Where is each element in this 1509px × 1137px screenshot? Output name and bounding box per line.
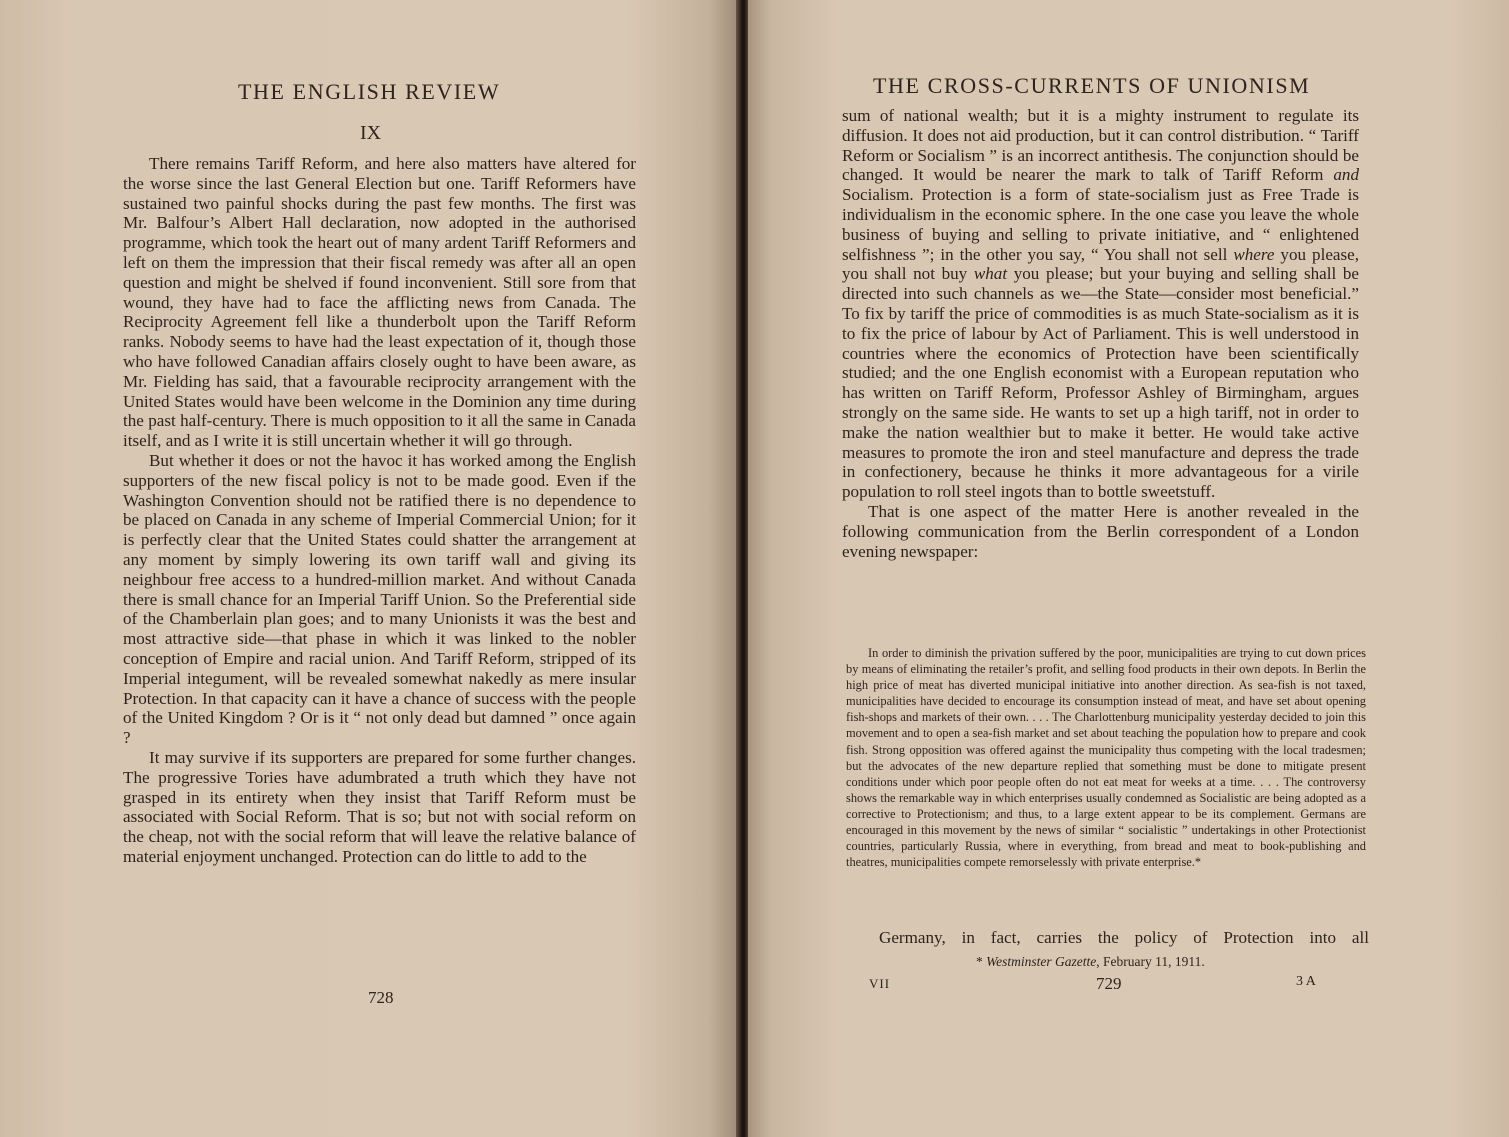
emphasis: and bbox=[1333, 165, 1359, 185]
running-head-left: THE ENGLISH REVIEW bbox=[238, 79, 501, 104]
block-quote bbox=[846, 645, 1366, 870]
section-number: IX bbox=[360, 122, 382, 144]
emphasis: where bbox=[1233, 244, 1275, 264]
emphasis: what bbox=[973, 264, 1008, 284]
left-page bbox=[0, 0, 738, 1137]
paragraph: But whether it does or not the havoc it has worked among the English supporters of the new fiscal policy is not to be made good. Even if the Washington Convention should not be ratified there is no dependence to be placed on Canada in any scheme of Imperial Commercial Union; for it is perfectly clear that the United States could shatter the arrangement at any moment by simply lowering its own tariff wall and giving its neighbour free access to a hundred-million market. And without Canada there is small chance for an Imperial Tariff Union. So the Preferential side of the Chamberlain plan goes; and to many Unionists it was the best and most attractive side—that phase in which it was linked to the nobler conception of Empire and racial union. And Tariff Reform, stripped of its Imperial integument, will be revealed somewhat nakedly as mere insular Protection. In that capacity can it have a chance of success with the people of the United Kingdom ? Or is it “ not only dead but damned ” once again ? bbox=[123, 450, 636, 748]
paragraph: There remains Tariff Reform, and here also matters have altered for the worse since the last General Election but one. Tariff Reformers have sustained two painful shocks during the past few months. The first was Mr. Balfour’s Albert Hall declaration, now adopted in the authorised programme, which took the heart out of many ardent Tariff Reformers and left on them the impression that their fiscal remedy was after all an open question and might be shelved if found inconvenient. Still sore from that wound, they have had to face the afflicting news from Canada. The Reciprocity Agreement fell like a thunderbolt upon the Tariff Reform ranks. Nobody seems to have had the least expectation of it, though those who have followed Canadian affairs closely ought to have been aware, as Mr. Fielding has said, that a favourable reciprocity arrangement with the United States would have been welcome in the Dominion any time during the past half-century. There is much opposition to it all the same in Canada itself, and as I write it is still uncertain whether it will go through. bbox=[123, 154, 636, 451]
right-page-body bbox=[842, 106, 1359, 561]
paragraph: That is one aspect of the matter Here is another revealed in the following communication from the Berlin correspondent of a London evening newspaper: bbox=[842, 501, 1359, 561]
left-page-body bbox=[123, 154, 636, 867]
signature-mark-right: 3 A bbox=[1296, 974, 1316, 989]
paragraph: sum of national wealth; but it is a mighty instrument to regulate its diffusion. It does not aid production, but it can control distribution. “ Tariff Reform or Socialism ” is an incorrect antithesis. The conjunction should be changed. It would be nearer the mark to talk of Tariff Reform and Socialism. Protection is a form of state-socialism just as Free Trade is individualism in the economic sphere. In the one case you leave the whole business of buying and selling to private initiative, and “ enlightened selfishness ”; in the other you say, “ You shall not sell where you please, you shall not buy what you please; but your buying and selling shall be directed into such channels as we—the State—consider most beneficial.” To fix by tariff the price of commodities is as much State-socialism as it is to fix the price of labour by Act of Parliament. This is well understood in countries where the economics of Protection have been scientifically studied; and the one English economist with a European reputation who has written on Tariff Reform, Professor Ashley of Birmingham, argues strongly on the same side. He wants to set up a high tariff, not in order to make the nation wealthier but to make it better. He would take active measures to promote the iron and steel manufacture and depress the trade in confectionery, because he thinks it more advantageous for a virile population to roll steel ingots than to bottle sweetstuff. bbox=[842, 106, 1360, 502]
continuation-line: Germany, in fact, carries the policy of Protection into all bbox=[879, 928, 1369, 947]
quote-text: In order to diminish the privation suffered by the poor, municipalities are trying to cut down prices by means of eliminating the retailer’s profit, and selling food products in their own depots. In Berlin the high price of meat has diverted municipal initiative into another direction. As sea-fish is not taxed, municipalities have decided to encourage its consumption instead of meat, and have set about opening fish-shops and markets of their own. . . . The Charlottenburg municipality yesterday decided to join this movement and to open a sea-fish market and set about teaching the population how to prepare and cook fish. Strong opposition was offered against the municipality thus competing with the local tradesmen; but the advocates of the new departure replied that something must be done to mitigate present conditions under which poor people often do not eat meat for weeks at a time. . . . The controversy shows the remarkable way in which enterprises usually condemned as Socialistic are being adopted as a corrective to Protectionism; and thus, to a large extent appear to be its complement. Germans are encouraged in this movement by the news of similar “ socialistic ” undertakings in other Protectionist countries, particularly Russia, where in everything, from bread and meat to book-publishing and theatres, municipalities compete remorselessly with private enterprise.* bbox=[846, 646, 1366, 870]
footnote: * Westminster Gazette, February 11, 1911. bbox=[976, 954, 1205, 969]
footnote-source: Westminster Gazette bbox=[986, 954, 1097, 969]
paragraph: It may survive if its supporters are prepared for some further changes. The progressive Tories have adumbrated a truth which they have not grasped in its entirety when they insist that Tariff Reform must be associated with Social Reform. That is so; but not with social reform on the cheap, not with the social reform that will leave the relative balance of material enjoyment unchanged. Protection can do little to add to the bbox=[123, 747, 636, 866]
running-head-right: THE CROSS-CURRENTS OF UNIONISM bbox=[873, 73, 1311, 98]
signature-mark-left: VII bbox=[869, 976, 891, 991]
page-number-right: 729 bbox=[1096, 974, 1122, 993]
page-number-left: 728 bbox=[368, 988, 394, 1007]
